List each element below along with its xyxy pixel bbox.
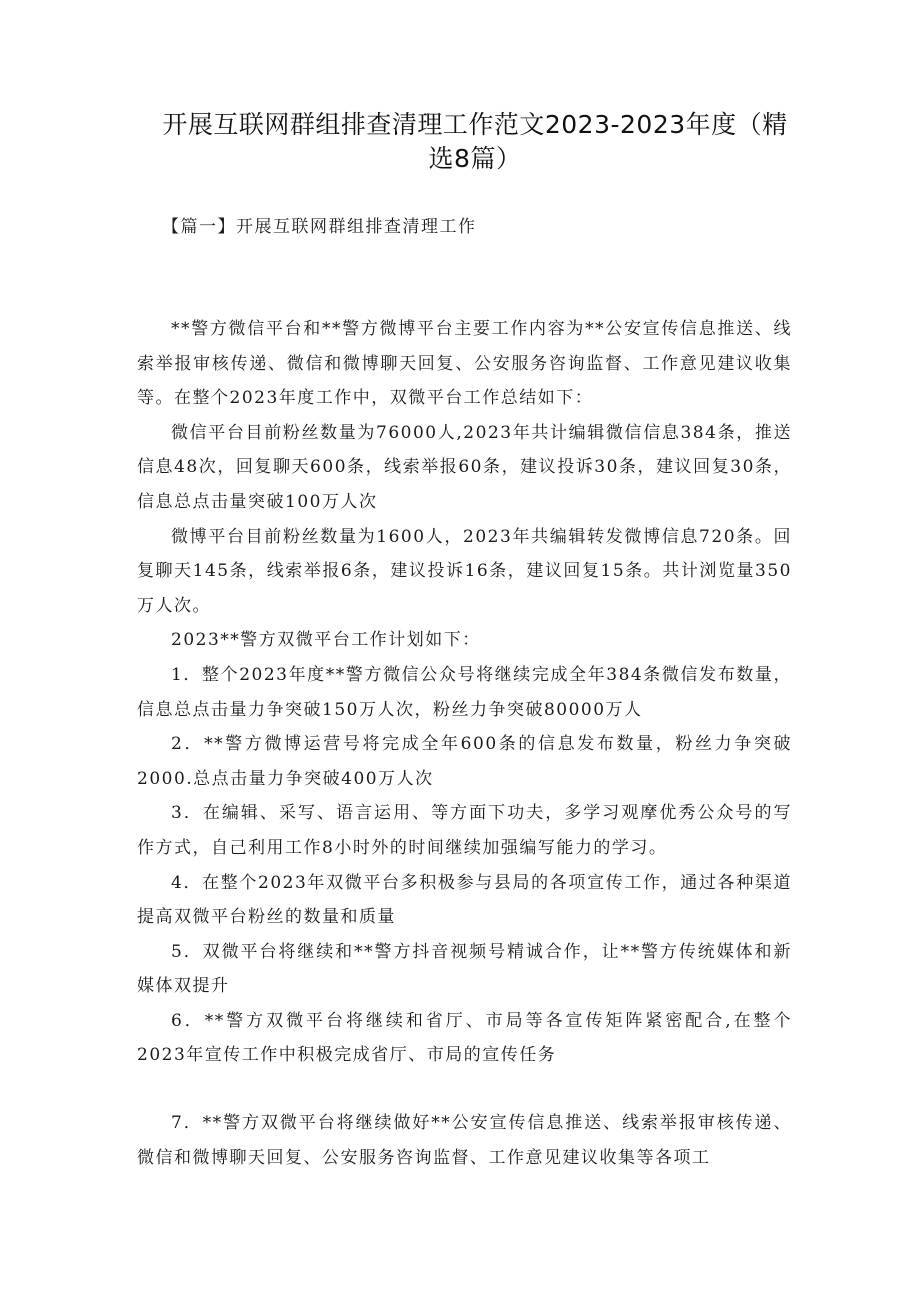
plan-item-3: 3．在编辑、采写、语言运用、等方面下功夫，多学习观摩优秀公众号的写作方式，自己利用工作8小时外的时间继续加强编写能力的学习。 (137, 803, 792, 858)
document-body (137, 312, 792, 1175)
plan-item-2: 2．**警方微博运营号将完成全年600条的信息发布数量，粉丝力争突破2000.总点击量力争突破400万人次 (137, 734, 792, 789)
paragraph-intro: **警方微信平台和**警方微博平台主要工作内容为**公安宣传信息推送、线索举报审核传递、微信和微博聊天回复、公安服务咨询监督、工作意见建议收集等。在整个2023年度工作中，双微平台工作总结如下： (137, 319, 792, 409)
plan-item-1: 1．整个2023年度**警方微信公众号将继续完成全年384条微信发布数量，信息总点击量力争突破150万人次，粉丝力争突破80000万人 (137, 664, 792, 720)
document-title: 开展互联网群组排查清理工作范文2023-2023年度（精选8篇） (162, 110, 788, 173)
paragraph-plan-heading: 2023**警方双微平台工作计划如下： (171, 630, 481, 651)
paragraph-wechat-stats: 微信平台目前粉丝数量为76000人,2023年共计编辑微信信息384条，推送信息48次，回复聊天600条，线索举报60条，建议投诉30条，建议回复30条，信息总点击量突破100万人次 (137, 422, 792, 512)
plan-item-7: 7．**警方双微平台将继续做好**公安宣传信息推送、线索举报审核传递、微信和微博聊天回复、公安服务咨询监督、工作意见建议收集等各项工 (137, 1113, 792, 1168)
paragraph-weibo-stats: 微博平台目前粉丝数量为1600人，2023年共编辑转发微博信息720条。回复聊天145条，线索举报6条，建议投诉16条，建议回复15条。共计浏览量350万人次。 (137, 526, 792, 616)
plan-item-4: 4．在整个2023年双微平台多积极参与县局的各项宣传工作，通过各种渠道提高双微平台粉丝的数量和质量 (137, 872, 792, 928)
plan-item-6: 6．**警方双微平台将继续和省厅、市局等各宣传矩阵紧密配合,在整个2023年宣传工作中积极完成省厅、市局的宣传任务 (137, 1010, 792, 1066)
plan-item-5: 5．双微平台将继续和**警方抖音视频号精诚合作，让**警方传统媒体和新媒体双提升 (137, 941, 792, 997)
section-heading: 【篇一】开展互联网群组排查清理工作 (162, 217, 477, 237)
